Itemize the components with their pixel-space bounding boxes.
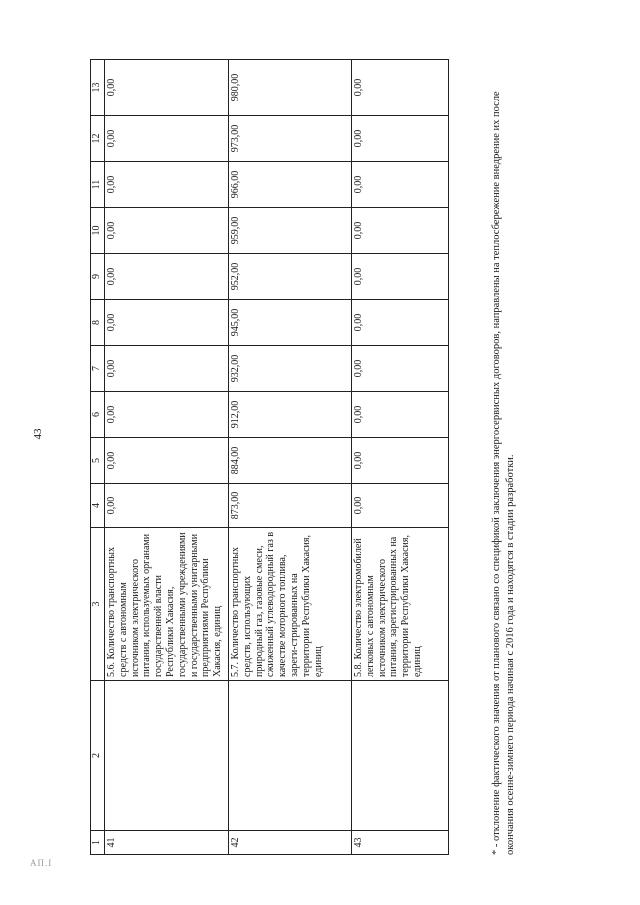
value-cell: 0,00 [105, 346, 229, 392]
row-number: 42 [229, 831, 352, 855]
table-row [229, 60, 352, 855]
value-cell: 932,00 [229, 346, 352, 392]
value-cell: 0,00 [352, 392, 449, 438]
row-number: 43 [352, 831, 449, 855]
value-cell: 0,00 [105, 208, 229, 254]
header-cell: 3 [91, 528, 105, 681]
value-cell: 0,00 [352, 484, 449, 528]
value-cell: 0,00 [105, 300, 229, 346]
value-cell: 0,00 [352, 60, 449, 116]
value-cell: 0,00 [105, 116, 229, 162]
footnote: * - отклонение фактического значения от планового связано со спецификой заключения энергосервисных договоров, направлены на теплосбережение внедрение их после окончания осенне-зимнего периода начиная с 2016 года и находятся в стадии разработки. [491, 91, 517, 855]
value-cell: 973,00 [229, 116, 352, 162]
header-cell: 7 [91, 346, 105, 392]
value-cell: 0,00 [352, 300, 449, 346]
header-cell: 11 [91, 162, 105, 208]
header-cell: 6 [91, 392, 105, 438]
header-cell: 12 [91, 116, 105, 162]
row-description: 5.6. Количество транспортных средств с автономным источником электрического питания, используемых органами государственной власти Республики Хакасия, государственными учреждениями и государственными унитарными предприятиями Республики Хакасия, единиц [105, 528, 229, 681]
value-cell: 0,00 [352, 254, 449, 300]
value-cell: 873,00 [229, 484, 352, 528]
rotated-page-content [90, 55, 540, 855]
header-cell: 1 [91, 831, 105, 855]
header-cell: 5 [91, 438, 105, 484]
page-number: 43 [32, 428, 44, 440]
value-cell: 980,00 [229, 60, 352, 116]
indicators-table [90, 59, 449, 855]
value-cell: 0,00 [105, 438, 229, 484]
row-column-2 [229, 681, 352, 831]
header-cell: 10 [91, 208, 105, 254]
value-cell: 912,00 [229, 392, 352, 438]
value-cell: 952,00 [229, 254, 352, 300]
value-cell: 0,00 [105, 484, 229, 528]
value-cell: 0,00 [352, 438, 449, 484]
scan-stamp: ΑΠ.Ι [30, 858, 53, 868]
row-description: 5.7. Количество транспортных средств, использующих природный газ, газовые смеси, сжиженный углеводородный газ в качестве моторного топлива, зареги-стрированных на территории Республики Хакасия, единиц [229, 528, 352, 681]
table-row [352, 60, 449, 855]
value-cell: 0,00 [105, 392, 229, 438]
value-cell: 945,00 [229, 300, 352, 346]
value-cell: 0,00 [352, 208, 449, 254]
header-cell: 4 [91, 484, 105, 528]
header-cell: 13 [91, 60, 105, 116]
value-cell: 0,00 [105, 60, 229, 116]
row-column-2 [352, 681, 449, 831]
header-cell: 8 [91, 300, 105, 346]
header-cell: 2 [91, 681, 105, 831]
value-cell: 966,00 [229, 162, 352, 208]
table-row [105, 60, 229, 855]
value-cell: 0,00 [352, 162, 449, 208]
value-cell: 0,00 [352, 346, 449, 392]
value-cell: 884,00 [229, 438, 352, 484]
value-cell: 959,00 [229, 208, 352, 254]
row-description: 5.8. Количество электромобилей легковых с автономным источником электрического питания, зарегистрированных на территории Республики Хакасия, единиц [352, 528, 449, 681]
row-number: 41 [105, 831, 229, 855]
header-cell: 9 [91, 254, 105, 300]
value-cell: 0,00 [352, 116, 449, 162]
value-cell: 0,00 [105, 254, 229, 300]
value-cell: 0,00 [105, 162, 229, 208]
row-column-2 [105, 681, 229, 831]
table-header-row [91, 60, 105, 855]
